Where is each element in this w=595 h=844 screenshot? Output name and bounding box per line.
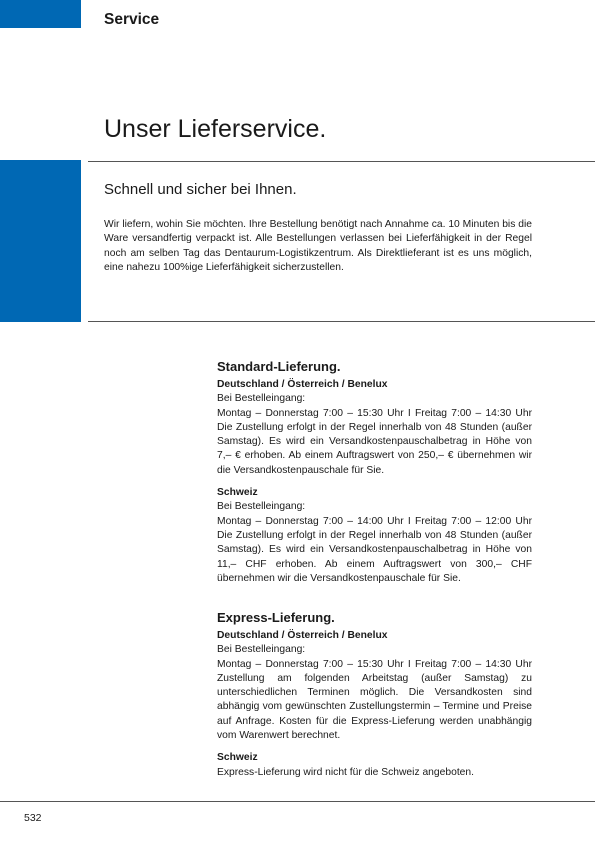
title-divider <box>88 161 595 162</box>
standard-heading: Standard-Lieferung. <box>217 359 341 374</box>
express-heading: Express-Lieferung. <box>217 610 335 625</box>
express-de-text: Montag – Donnerstag 7:00 – 15:30 Uhr I Freitag 7:00 – 14:30 Uhr Zustellung am folgenden Arbeitstag (außer Samstag) zu unterschiedlichen Terminen möglich. Die Versandkosten sind abhängig vom gewünschten Zustellungstermin – Termine und Preise auf Anfrage. Kosten für die Express-Lieferung werden unabhängig vom Warenwert berechnet. <box>217 658 532 742</box>
footer-divider <box>0 801 595 802</box>
express-de-region: Deutschland / Österreich / Benelux <box>217 630 388 641</box>
standard-de-region: Deutschland / Österreich / Benelux <box>217 379 388 390</box>
intro-divider <box>88 321 595 322</box>
standard-ch-text: Montag – Donnerstag 7:00 – 14:00 Uhr I Freitag 7:00 – 12:00 Uhr Die Zustellung erfolgt in der Regel innerhalb von 48 Stunden (außer Samstag). Es wird ein Versandkostenpauschalbetrag in Höhe von 11,– CHF erhoben. Ab einem Auftragswert von 300,– CHF übernehmen wir die Versandkostenpauschale für Sie. <box>217 515 532 584</box>
express-ch-text: Express-Lieferung wird nicht für die Schweiz angeboten. <box>217 766 474 778</box>
section-label: Service <box>104 11 160 28</box>
standard-ch-region: Schweiz <box>217 487 258 499</box>
express-de-label: Bei Bestelleingang: <box>217 644 306 656</box>
standard-de-text: Montag – Donnerstag 7:00 – 15:30 Uhr I Freitag 7:00 – 14:30 Uhr Die Zustellung erfolgt in der Regel innerhalb von 48 Stunden (außer Samstag). Es wird ein Versandkostenpauschalbetrag in Höhe von 7,– € erhoben. Ab einem Auftragswert von 250,– € übernehmen wir die Versandkostenpauschale für Sie. <box>217 407 532 476</box>
page-subtitle: Schnell und sicher bei Ihnen. <box>104 181 297 198</box>
header-color-tab <box>0 0 81 28</box>
express-delivery-section <box>217 610 532 780</box>
standard-ch-label: Bei Bestelleingang: <box>217 501 306 513</box>
standard-de-label: Bei Bestelleingang: <box>217 393 306 405</box>
standard-delivery-section <box>217 359 532 586</box>
page-title: Unser Lieferservice. <box>104 115 327 143</box>
intro-paragraph: Wir liefern, wohin Sie möchten. Ihre Bestellung benötigt nach Annahme ca. 10 Minuten bis die Ware versandfertig verpackt ist. Alle Bestellungen verlassen bei Lieferfähigkeit in der Regel noch am selben Tag das Dentaurum-Logistikzentrum. Als Direktlieferant ist es uns möglich, eine nahezu 100%ige Lieferfähigkeit sicherzustellen. <box>104 219 532 273</box>
express-ch-region: Schweiz <box>217 752 258 764</box>
page-number: 532 <box>24 812 42 824</box>
intro-color-block <box>0 160 81 322</box>
